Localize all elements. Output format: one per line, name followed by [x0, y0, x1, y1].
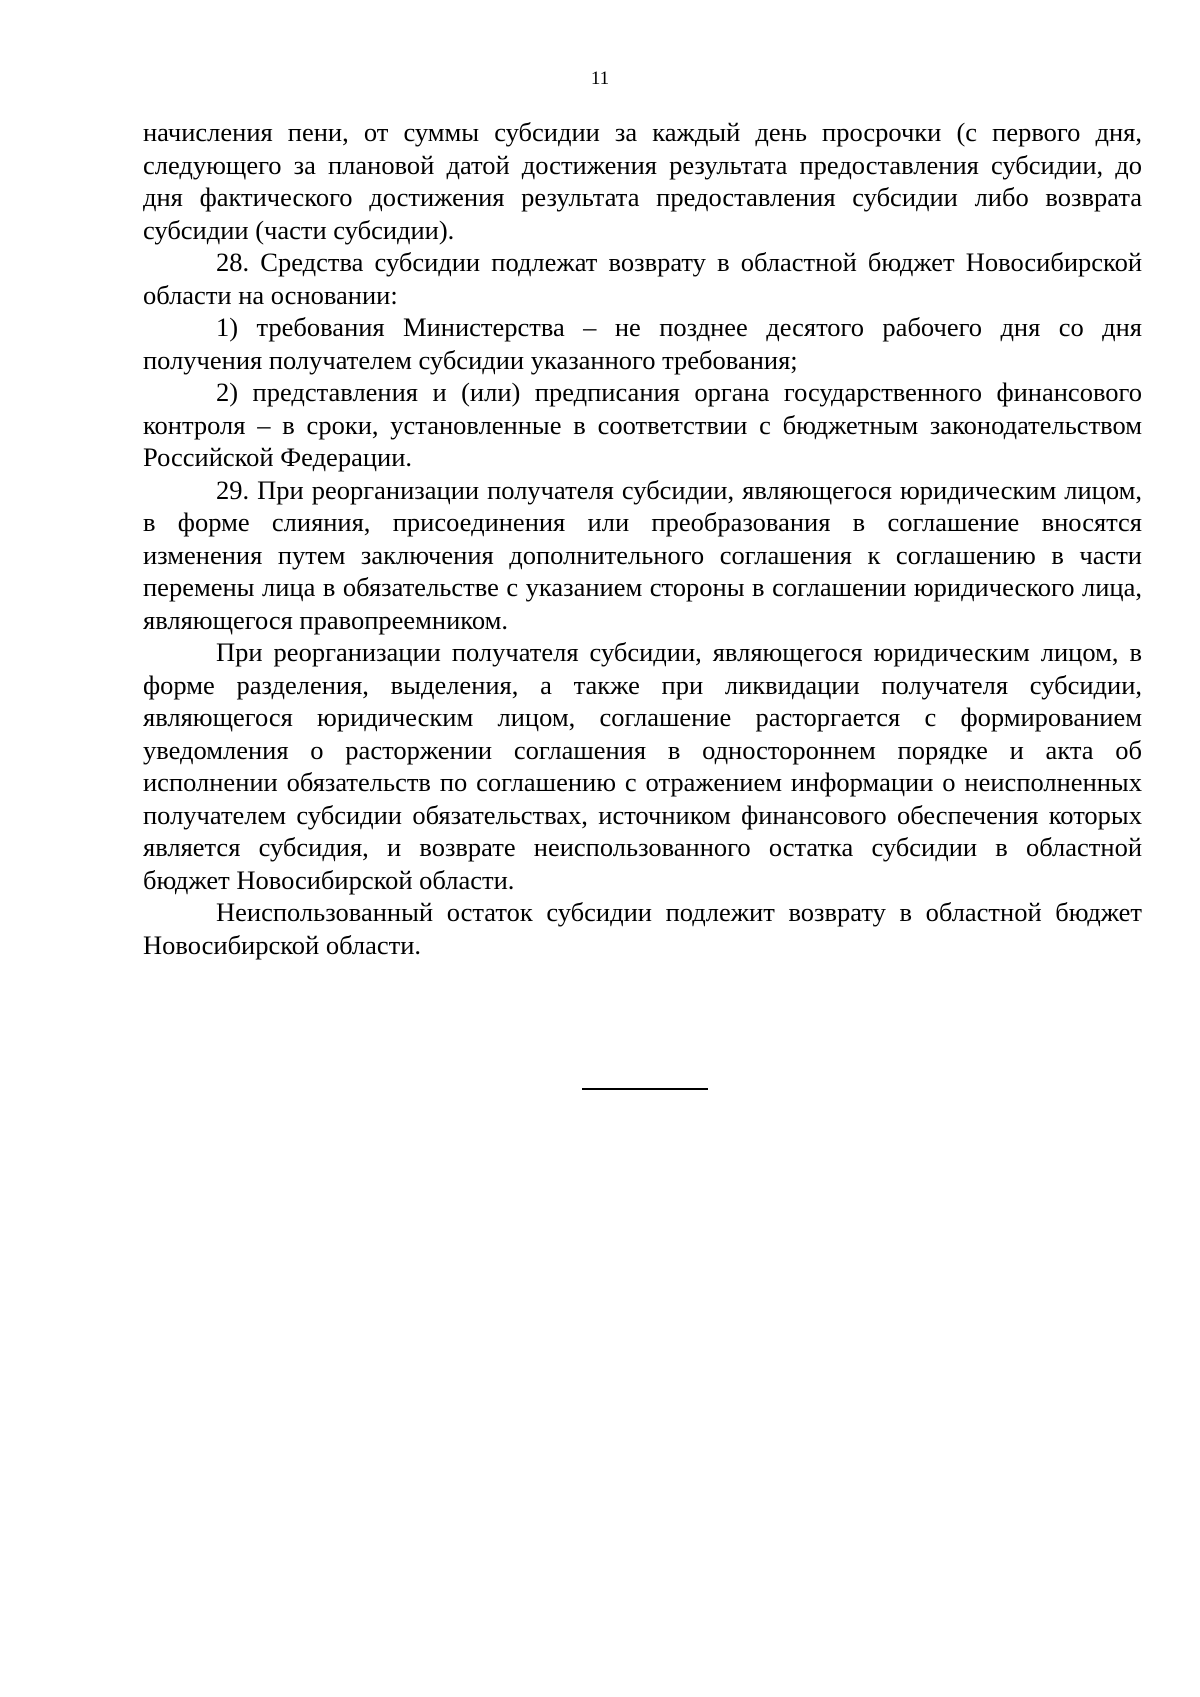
paragraph-clause-29: 29. При реорганизации получателя субсидии, являющегося юридическим лицом, в форме слияния, присоединения или преобразования в соглашение вносятся изменения путем заключения дополнительного соглашения к соглашению в части перемены лица в обязательстве с указанием стороны в соглашении юридического лица, являющегося правопреемником.	[143, 474, 1142, 635]
paragraph-clause-28: 28. Средства субсидии подлежат возврату в областной бюджет Новосибирской области на основании:	[143, 247, 1142, 310]
document-body	[143, 116, 1142, 961]
page-number: 11	[590, 68, 610, 89]
paragraph-penalty-continuation: начисления пени, от суммы субсидии за каждый день просрочки (с первого дня, следующего за плановой датой достижения результата предоставления субсидии, до дня фактического достижения результата предоставления субсидии либо возврата субсидии (части субсидии).	[143, 117, 1142, 245]
end-of-document-rule	[582, 1088, 708, 1090]
paragraph-reorganization-division: При реорганизации получателя субсидии, являющегося юридическим лицом, в форме разделения, выделения, а также при ликвидации получателя субсидии, являющегося юридическим лицом, соглашение расторгается с формированием уведомления о расторжении соглашения в одностороннем порядке и акта об исполнении обязательств по соглашению с отражением информации о неисполненных получателем субсидии обязательствах, источником финансового обеспечения которых является субсидия, и возврате неиспользованного остатка субсидии в областной бюджет Новосибирской области.	[143, 637, 1142, 895]
paragraph-clause-28-item-1: 1) требования Министерства – не позднее десятого рабочего дня со дня получения получателем субсидии указанного требования;	[143, 312, 1142, 375]
paragraph-clause-28-item-2: 2) представления и (или) предписания органа государственного финансового контроля – в сроки, установленные в соответствии с бюджетным законодательством Российской Федерации.	[143, 377, 1142, 472]
paragraph-unused-balance: Неиспользованный остаток субсидии подлежит возврату в областной бюджет Новосибирской области.	[143, 897, 1142, 960]
